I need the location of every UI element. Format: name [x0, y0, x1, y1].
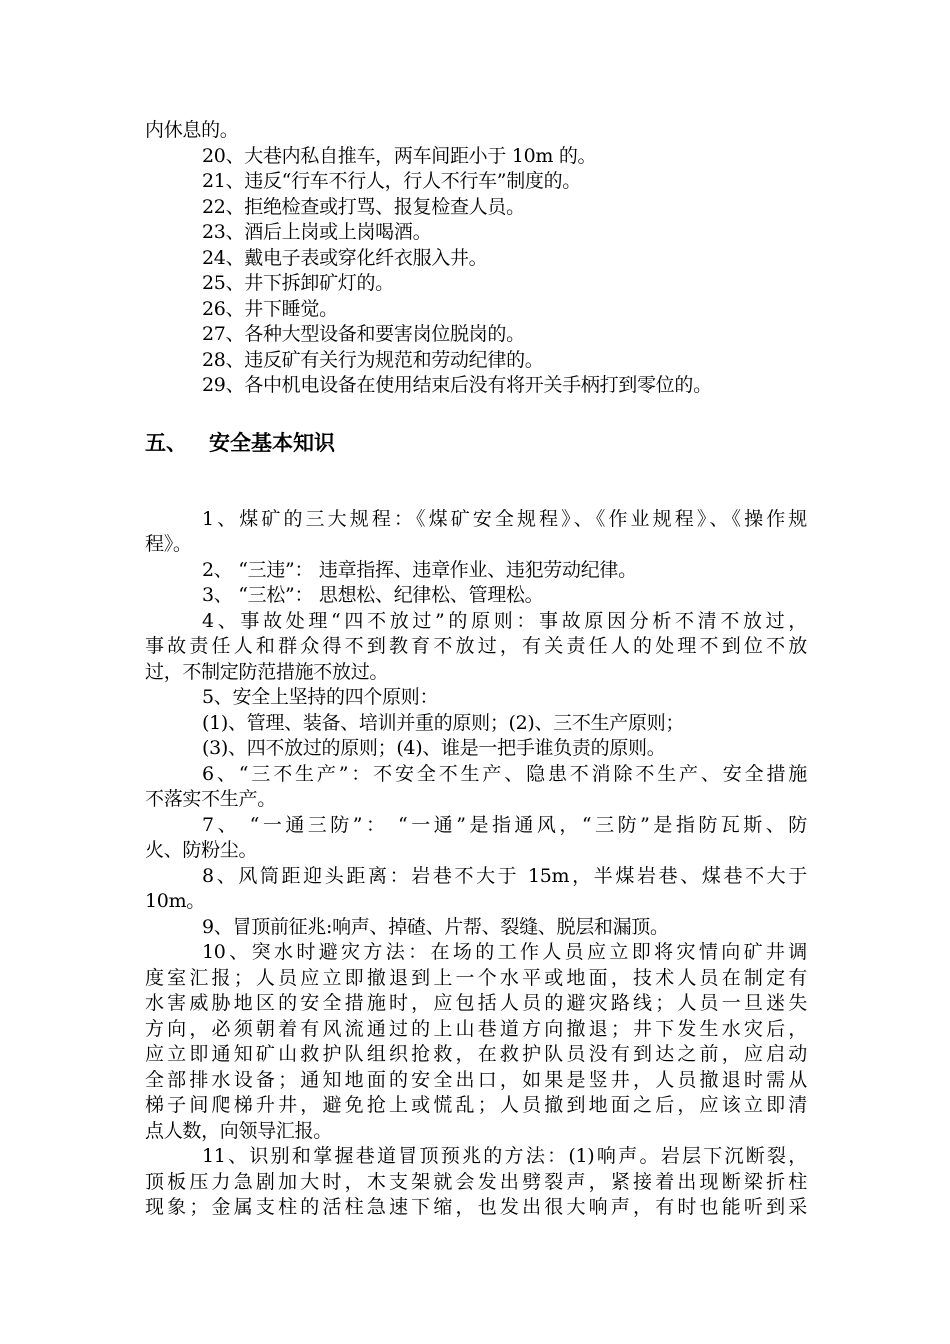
text-line: 8、风筒距迎头距离：岩巷不大于 15m，半煤岩巷、煤巷不大于 [202, 864, 807, 887]
list-item: 内休息的。 [145, 119, 239, 141]
section-number: 五、 [145, 430, 187, 455]
list-item: 27、各种大型设备和要害岗位脱岗的。 [202, 323, 525, 345]
text-line: 5、安全上坚持的四个原则： [202, 686, 439, 708]
text-line: 顶板压力急剧加大时，木支架就会发出劈裂声，紧接着出现断梁折柱 [145, 1170, 807, 1193]
text-line: 全部排水设备；通知地面的安全出口，如果是竖井，人员撤退时需从 [145, 1068, 807, 1091]
text-line: 程》。 [145, 533, 192, 555]
list-item: 20、大巷内私自推车，两车间距小于 10m 的。 [202, 144, 597, 167]
text-line: 过，不制定防范措施不放过。 [145, 660, 389, 683]
text-line: 9、冒顶前征兆:响声、掉碴、片帮、裂缝、脱层和漏顶。 [202, 915, 669, 938]
text-line: 不落实不生产。 [145, 788, 276, 810]
section-heading [145, 427, 807, 457]
list-item: 25、井下拆卸矿灯的。 [202, 272, 394, 294]
text-line: 11、识别和掌握巷道冒顶预兆的方法：(1)响声。岩层下沉断裂， [202, 1145, 807, 1167]
text-line: 应立即通知矿山救护队组织抢救，在救护队员没有到达之前，应启动 [145, 1043, 807, 1065]
text-line: 1、煤矿的三大规程：《煤矿安全规程》、《作业规程》、《操作规 [202, 507, 807, 530]
page-content [145, 118, 807, 1221]
text-line: 方向，必须朝着有风流通过的上山巷道方向撤退；井下发生水灾后， [145, 1017, 807, 1040]
text-line: 现象；金属支柱的活柱急速下缩，也发出很大响声，有时也能听到采 [145, 1196, 807, 1218]
text-line: 梯子间爬梯升井，避免抢上或慌乱；人员撤到地面之后，应该立即清 [145, 1094, 807, 1116]
text-line: 火、防粉尘。 [145, 839, 258, 861]
knowledge-list [145, 507, 807, 1221]
list-item: 21、违反“行车不行人，行人不行车”制度的。 [202, 170, 582, 192]
text-line: 10、突水时避灾方法：在场的工作人员应立即将灾情向矿井调 [202, 941, 807, 963]
text-line: 点人数，向领导汇报。 [145, 1119, 333, 1142]
list-item: 28、违反矿有关行为规范和劳动纪律的。 [202, 348, 544, 371]
text-line: 10m。 [145, 890, 205, 912]
violation-list [145, 118, 807, 399]
text-line: 水害威胁地区的安全措施时，应包括人员的避灾路线；人员一旦迷失 [145, 992, 807, 1014]
text-line: 4、事故处理“四不放过”的原则：事故原因分析不清不放过， [202, 609, 807, 632]
text-line: (3)、四不放过的原则；(4)、谁是一把手谁负责的原则。 [202, 737, 666, 759]
text-line: (1)、管理、装备、培训并重的原则；(2)、三不生产原则； [202, 711, 685, 734]
list-item: 23、酒后上岗或上岗喝酒。 [202, 221, 432, 243]
text-line: 2、 “三违”： 违章指挥、违章作业、违犯劳动纪律。 [202, 558, 637, 581]
list-item: 26、井下睡觉。 [202, 297, 338, 320]
text-line: 7、 “一通三防”： “一通”是指通风，“三防”是指防瓦斯、防 [202, 813, 807, 836]
text-line: 事故责任人和群众得不到教育不放过，有关责任人的处理不到位不放 [145, 635, 807, 657]
list-item: 24、戴电子表或穿化纤衣服入井。 [202, 246, 488, 269]
text-line: 6、“三不生产”：不安全不生产、隐患不消除不生产、安全措施 [202, 762, 807, 785]
list-item: 29、各中机电设备在使用结束后没有将开关手柄打到零位的。 [202, 374, 712, 396]
text-line: 度室汇报；人员应立即撤退到上一个水平或地面，技术人员在制定有 [145, 966, 807, 989]
text-line: 3、 “三松”： 思想松、纪律松、管理松。 [202, 584, 544, 606]
section-title: 安全基本知识 [209, 430, 335, 455]
list-item: 22、拒绝检查或打骂、报复检查人员。 [202, 195, 525, 218]
